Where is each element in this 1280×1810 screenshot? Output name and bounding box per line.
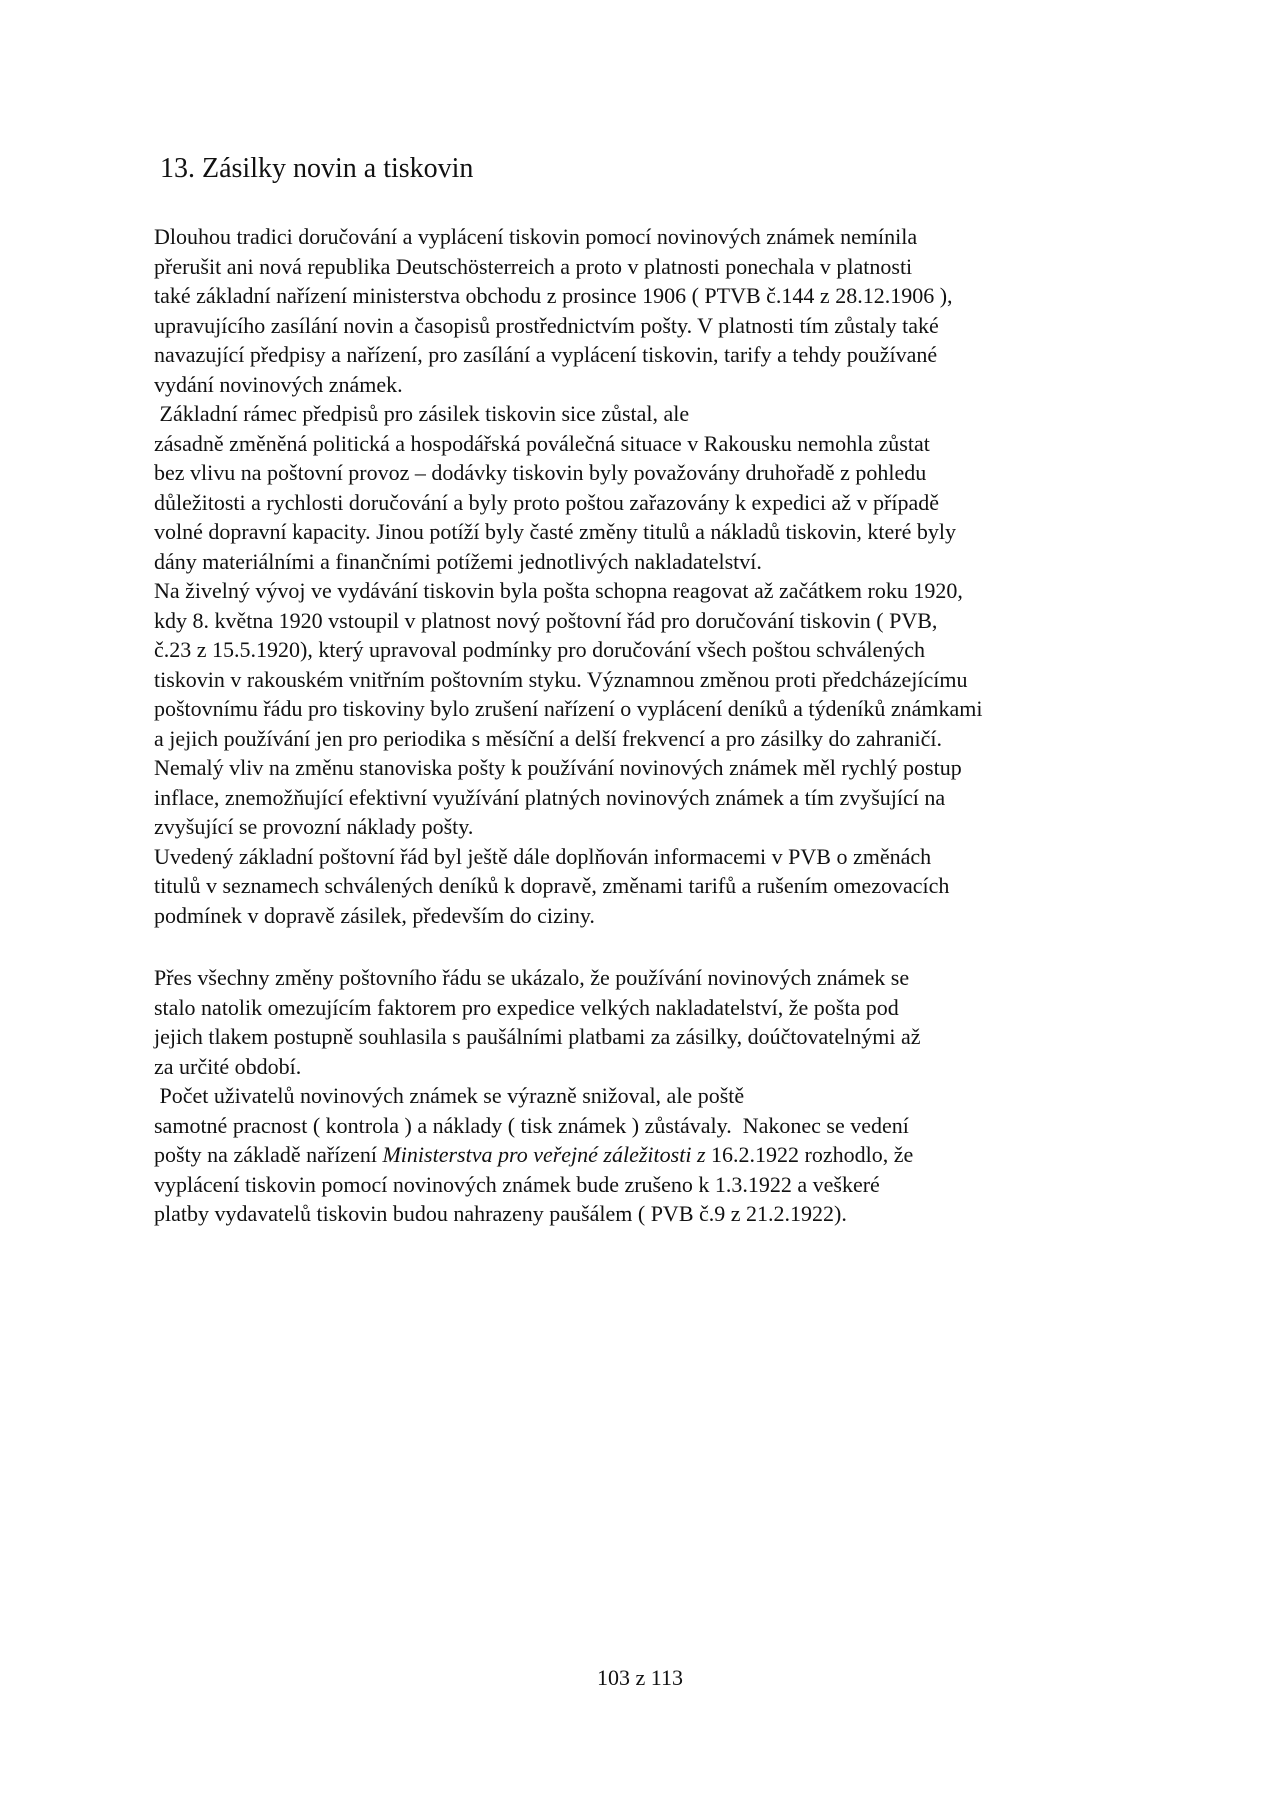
text-line: kdy 8. května 1920 vstoupil v platnost nový poštovní řád pro doručování tiskovin ( PVB,: [154, 607, 938, 633]
section-heading: 13. Zásilky novin a tiskovin: [160, 153, 474, 184]
text-line: Základní rámec předpisů pro zásilek tiskovin sice zůstal, ale: [154, 401, 690, 426]
text-line: tiskovin v rakouském vnitřním poštovním styku. Významnou změnou proti předcházejícímu: [154, 666, 968, 692]
text-line: zásadně změněná politická a hospodářská poválečná situace v Rakousku nemohla zůstat: [154, 430, 930, 456]
text-line: platby vydavatelů tiskovin budou nahrazeny paušálem ( PVB č.9 z 21.2.1922).: [154, 1201, 847, 1226]
text-line: inflace, znemožňující efektivní využívání platných novinových známek a tím zvyšující na: [154, 784, 946, 810]
text-line: samotné pracnost ( kontrola ) a náklady ( tisk známek ) zůstávaly. Nakonec se vedení: [154, 1112, 909, 1138]
text-line: poštovnímu řádu pro tiskoviny bylo zrušení nařízení o vyplácení deníků a týdeníků známkami: [154, 696, 983, 721]
text-line: za určité období.: [154, 1053, 302, 1079]
text-line-ministry: [154, 1140, 921, 1170]
text-line: vyplácení tiskovin pomocí novinových známek bude zrušeno k 1.3.1922 a veškeré: [154, 1171, 880, 1197]
text-line: podmínek v dopravě zásilek, především do ciziny.: [154, 902, 595, 928]
text-line: Na živelný vývoj ve vydávání tiskovin byla pošta schopna reagovat až začátkem roku 1920,: [154, 578, 963, 603]
text-line: jejich tlakem postupně souhlasila s paušálními platbami za zásilky, doúčtovatelnými až: [154, 1024, 921, 1049]
text-line: vydání novinových známek.: [154, 371, 403, 397]
text-line: Dlouhou tradici doručování a vyplácení tiskovin pomocí novinových známek nemínila: [154, 224, 918, 249]
text-line: také základní nařízení ministerstva obchodu z prosince 1906 ( PTVB č.144 z 28.12.1906 ),: [154, 283, 953, 308]
text-line: Přes všechny změny poštovního řádu se ukázalo, že používání novinových známek se: [154, 965, 910, 990]
text-line: zvyšující se provozní náklady pošty.: [154, 814, 474, 839]
text-line: navazující předpisy a nařízení, pro zasílání a vyplácení tiskovin, tarify a tehdy používané: [154, 342, 938, 367]
text-line: a jejich používání jen pro periodika s měsíční a delší frekvencí a pro zásilky do zahraničí.: [154, 725, 943, 751]
text-fragment: 16.2.1922 rozhodlo, že: [705, 1142, 914, 1167]
text-fragment: pošty na základě nařízení: [154, 1142, 383, 1167]
paragraph-block-1: [154, 222, 982, 930]
text-line: č.23 z 15.5.1920), který upravoval podmínky pro doručování všech poštou schválených: [154, 637, 926, 662]
text-line: volné dopravní kapacity. Jinou potíží byly časté změny titulů a nákladů tiskovin, které byly: [154, 519, 957, 544]
page-number: 103 z 113: [597, 1665, 683, 1690]
text-line: přerušit ani nová republika Deutschösterreich a proto v platnosti ponechala v platnosti: [154, 253, 913, 279]
paragraph-block-2: [154, 963, 921, 1229]
text-line: Nemalý vliv na změnu stanoviska pošty k používání novinových známek měl rychlý postup: [154, 755, 962, 780]
text-line: upravujícího zasílání novin a časopisů prostřednictvím pošty. V platnosti tím zůstaly také: [154, 312, 939, 338]
text-line: Uvedený základní poštovní řád byl ještě dále doplňován informacemi v PVB o změnách: [154, 843, 932, 869]
text-line: bez vlivu na poštovní provoz – dodávky tiskovin byly považovány druhořadě z pohledu: [154, 460, 927, 485]
text-line: Počet uživatelů novinových známek se výrazně snižoval, ale poště: [154, 1083, 745, 1108]
text-line: titulů v seznamech schválených deníků k dopravě, změnami tarifů a rušením omezovacích: [154, 873, 950, 898]
text-line: stalo natolik omezujícím faktorem pro expedice velkých nakladatelství, že pošta pod: [154, 994, 899, 1020]
text-line: důležitosti a rychlosti doručování a byly proto poštou zařazovány k expedici až v případě: [154, 489, 940, 515]
ministry-name-italic: Ministerstva pro veřejné záležitosti z: [382, 1142, 706, 1167]
text-line: dány materiálními a finančními potížemi jednotlivých nakladatelství.: [154, 548, 762, 574]
